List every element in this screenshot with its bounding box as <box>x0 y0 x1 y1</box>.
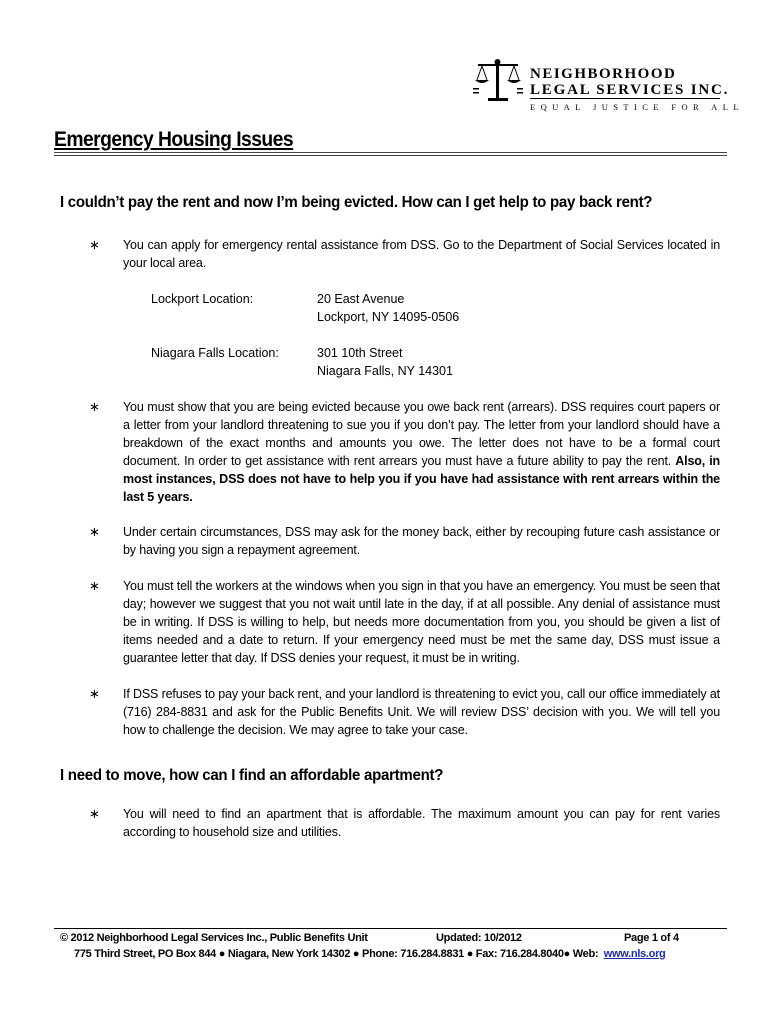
title-divider <box>54 152 727 156</box>
scales-of-justice-icon <box>472 58 524 102</box>
bullet-icon: ∗ <box>89 524 100 539</box>
bullet-text: You must tell the workers at the windows when you sign in that you have an emergency. You must be seen that day; however we suggest that you not wait until late in the day, if at all possible. Any denial of assistance must be in writing. If DSS is willing to help, but needs more documentation from you, you should be given a list of items needed and a date to return. If your emergency need must be met the same day, DSS must issue a guarantee letter that day. If DSS denies your request, it must be in writing. <box>123 579 720 665</box>
bullet-text: You will need to find an apartment that is affordable. The maximum amount you can pay for rent varies according to household size and utilities. <box>123 807 720 839</box>
footer-page-number: Page 1 of 4 <box>624 932 679 944</box>
bullet-icon: ∗ <box>89 806 100 821</box>
footer-contact-text: 775 Third Street, PO Box 844 ● Niagara, New York 14302 ● Phone: 716.284.8831 ● Fax: 716.284.8040● Web: <box>74 948 599 960</box>
org-tagline: EQUAL JUSTICE FOR ALL <box>530 102 744 112</box>
location-address-line1: 301 10th Street <box>317 346 403 360</box>
footer-website-link[interactable]: www.nls.org <box>603 948 666 960</box>
list-item <box>60 523 720 559</box>
bullet-icon: ∗ <box>89 686 100 701</box>
location-address-line2: Niagara Falls, NY 14301 <box>317 364 453 378</box>
list-item <box>60 685 720 739</box>
location-address-line1: 20 East Avenue <box>317 292 405 306</box>
org-name-line2: LEGAL SERVICES INC. <box>530 82 730 98</box>
list-item <box>60 398 720 506</box>
bullet-text: You can apply for emergency rental assistance from DSS. Go to the Department of Social Services located in your local area. <box>123 238 720 270</box>
list-item <box>60 236 720 272</box>
list-item <box>60 577 720 667</box>
org-name-line1: NEIGHBORHOOD <box>530 66 677 82</box>
org-logo <box>472 56 744 116</box>
bullet-text-plain: You must show that you are being evicted because you owe back rent (arrears). DSS requires court papers or a letter from your landlord threatening to sue you if you don’t pay. The letter from your landlord should have a breakdown of the exact months and amounts you owe. The letter does not have to be a formal court document. In order to get assistance with rent arrears you must have a future ability to pay the rent. <box>123 400 720 468</box>
bullet-text: If DSS refuses to pay your back rent, and your landlord is threatening to evict you, call our office immediately at (716) 284-8831 and ask for the Public Benefits Unit. We will review DSS’ decision with you. We will tell you how to challenge the decision. We may agree to take your case. <box>123 687 720 737</box>
bullet-icon: ∗ <box>89 237 100 252</box>
logo-divider <box>530 98 720 99</box>
list-item <box>60 805 720 841</box>
location-label: Niagara Falls Location: <box>151 346 279 360</box>
footer-divider <box>54 928 727 929</box>
bullet-icon: ∗ <box>89 578 100 593</box>
footer-copyright: © 2012 Neighborhood Legal Services Inc., Public Benefits Unit <box>60 932 368 944</box>
location-label: Lockport Location: <box>151 292 254 306</box>
bullet-text: Under certain circumstances, DSS may ask for the money back, either by recouping future cash assistance or by having you sign a repayment agreement. <box>123 525 720 557</box>
bullet-text-bold: Also, in most instances, DSS does not have to help you if you have had assistance with rent arrears within the last 5 years. <box>123 454 720 504</box>
bullet-text <box>123 398 720 506</box>
footer-updated: Updated: 10/2012 <box>436 932 522 944</box>
bullet-icon: ∗ <box>89 399 100 414</box>
section-heading-affordable-apartment: I need to move, how can I find an affordable apartment? <box>60 767 444 784</box>
location-address-line2: Lockport, NY 14095-0506 <box>317 310 460 324</box>
footer-address <box>74 948 665 960</box>
section-heading-back-rent: I couldn’t pay the rent and now I’m being evicted. How can I get help to pay back rent? <box>60 194 653 211</box>
page-title: Emergency Housing Issues <box>54 128 294 151</box>
